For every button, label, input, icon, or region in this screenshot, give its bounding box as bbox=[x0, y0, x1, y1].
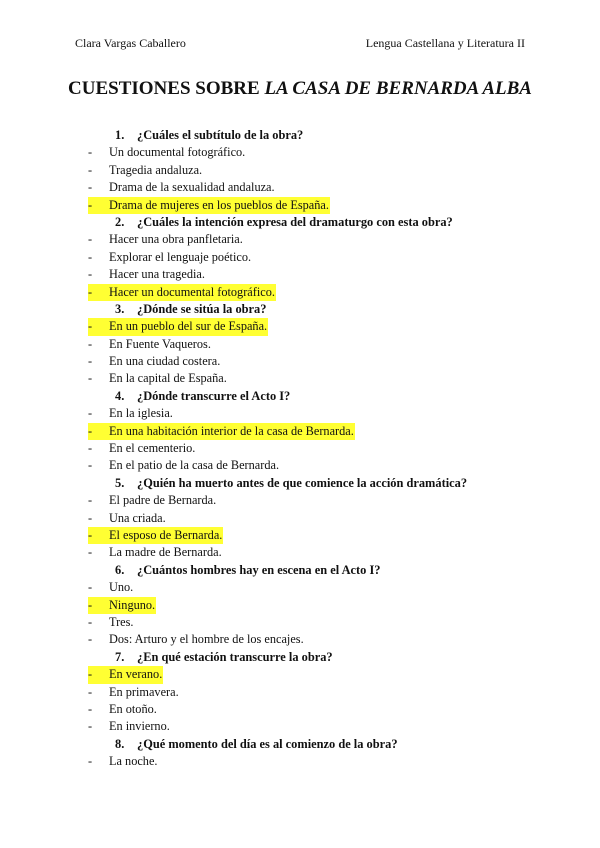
question-8 bbox=[115, 736, 540, 753]
bullet-dash: - bbox=[88, 232, 93, 247]
option-text: Dos: Arturo y el hombre de los encajes. bbox=[109, 632, 304, 647]
answer-option bbox=[88, 753, 540, 770]
bullet-dash: - bbox=[88, 580, 93, 595]
question-number: 2. bbox=[115, 214, 125, 229]
option-text: El padre de Bernarda. bbox=[109, 493, 217, 508]
option-text: Drama de mujeres en los pueblos de España. bbox=[109, 197, 330, 214]
question-text: ¿Dónde transcurre el Acto I? bbox=[137, 388, 291, 403]
bullet-dash: - bbox=[88, 632, 93, 647]
question-text: ¿Dónde se sitúa la obra? bbox=[137, 301, 267, 316]
answer-option bbox=[88, 701, 540, 718]
answer-option bbox=[88, 370, 540, 387]
option-text: En Fuente Vaqueros. bbox=[109, 336, 211, 351]
option-text: Drama de la sexualidad andaluza. bbox=[109, 180, 275, 195]
bullet-dash: - bbox=[88, 318, 109, 335]
bullet-dash: - bbox=[88, 684, 93, 699]
bullet-dash: - bbox=[88, 545, 93, 560]
answer-option bbox=[88, 492, 540, 509]
answer-option-highlighted bbox=[88, 318, 540, 335]
answer-option-highlighted bbox=[88, 527, 540, 544]
question-3 bbox=[115, 301, 540, 318]
question-text: ¿Quién ha muerto antes de que comience la acción dramática? bbox=[137, 475, 468, 490]
question-number: 8. bbox=[115, 736, 125, 751]
question-text: ¿Cuáles la intención expresa del dramaturgo con esta obra? bbox=[137, 214, 453, 229]
option-text: En el patio de la casa de Bernarda. bbox=[109, 458, 280, 473]
bullet-dash: - bbox=[88, 441, 93, 456]
option-text: Hacer una tragedia. bbox=[109, 267, 205, 282]
question-text: ¿En qué estación transcurre la obra? bbox=[137, 649, 333, 664]
page-header bbox=[75, 36, 525, 51]
author-name: Clara Vargas Caballero bbox=[75, 36, 186, 50]
bullet-dash: - bbox=[88, 336, 93, 351]
bullet-dash: - bbox=[88, 267, 93, 282]
answer-option bbox=[88, 510, 540, 527]
bullet-dash: - bbox=[88, 754, 93, 769]
answer-option-highlighted bbox=[88, 284, 540, 301]
bullet-dash: - bbox=[88, 162, 93, 177]
bullet-dash: - bbox=[88, 510, 93, 525]
option-text: En una ciudad costera. bbox=[109, 354, 221, 369]
option-text: Tres. bbox=[109, 614, 134, 629]
answer-option bbox=[88, 353, 540, 370]
bullet-dash: - bbox=[88, 423, 109, 440]
answer-option bbox=[88, 684, 540, 701]
question-number: 7. bbox=[115, 649, 125, 664]
option-text: Ninguno. bbox=[109, 597, 156, 614]
option-text: En un pueblo del sur de España. bbox=[109, 318, 268, 335]
bullet-dash: - bbox=[88, 458, 93, 473]
question-number: 1. bbox=[115, 128, 125, 142]
question-text: ¿Cuáles el subtítulo de la obra? bbox=[137, 128, 304, 142]
answer-option bbox=[88, 179, 540, 196]
answer-option bbox=[88, 231, 540, 248]
answer-option bbox=[88, 440, 540, 457]
option-text: Una criada. bbox=[109, 510, 166, 525]
bullet-dash: - bbox=[88, 406, 93, 421]
bullet-dash: - bbox=[88, 666, 109, 683]
question-number: 3. bbox=[115, 301, 125, 316]
answer-option bbox=[88, 336, 540, 353]
bullet-dash: - bbox=[88, 354, 93, 369]
option-text: El esposo de Bernarda. bbox=[109, 527, 223, 544]
answer-option bbox=[88, 579, 540, 596]
title-italic: LA CASA DE BERNARDA ALBA bbox=[264, 78, 532, 99]
course-name: Lengua Castellana y Literatura II bbox=[365, 36, 525, 50]
question-6 bbox=[115, 562, 540, 579]
bullet-dash: - bbox=[88, 249, 93, 264]
question-1 bbox=[115, 127, 540, 144]
answer-option bbox=[88, 718, 540, 735]
option-text: En el cementerio. bbox=[109, 441, 196, 456]
answer-option bbox=[88, 405, 540, 422]
answer-option bbox=[88, 614, 540, 631]
bullet-dash: - bbox=[88, 719, 93, 734]
question-number: 5. bbox=[115, 475, 125, 490]
option-text: En otoño. bbox=[109, 701, 157, 716]
answer-option-highlighted bbox=[88, 666, 540, 683]
answer-option bbox=[88, 266, 540, 283]
question-number: 4. bbox=[115, 388, 125, 403]
option-text: Uno. bbox=[109, 580, 134, 595]
bullet-dash: - bbox=[88, 493, 93, 508]
bullet-dash: - bbox=[88, 180, 93, 195]
title-normal: CUESTIONES SOBRE bbox=[68, 78, 265, 99]
option-text: En verano. bbox=[109, 666, 163, 683]
option-text: Tragedia andaluza. bbox=[109, 162, 203, 177]
answer-option-highlighted bbox=[88, 597, 540, 614]
bullet-dash: - bbox=[88, 145, 93, 160]
answer-option-highlighted bbox=[88, 423, 540, 440]
option-text: Hacer un documental fotográfico. bbox=[109, 284, 276, 301]
bullet-dash: - bbox=[88, 527, 109, 544]
answer-option bbox=[88, 249, 540, 266]
option-text: En invierno. bbox=[109, 719, 170, 734]
option-text: Un documental fotográfico. bbox=[109, 145, 246, 160]
option-text: La noche. bbox=[109, 754, 158, 769]
option-text: En primavera. bbox=[109, 684, 179, 699]
bullet-dash: - bbox=[88, 597, 109, 614]
option-text: En la capital de España. bbox=[109, 371, 227, 386]
bullet-dash: - bbox=[88, 701, 93, 716]
bullet-dash: - bbox=[88, 371, 93, 386]
option-text: La madre de Bernarda. bbox=[109, 545, 222, 560]
answer-option-highlighted bbox=[88, 197, 540, 214]
page-title bbox=[60, 76, 540, 102]
bullet-dash: - bbox=[88, 614, 93, 629]
question-text: ¿Qué momento del día es al comienzo de la obra? bbox=[137, 736, 398, 751]
question-2 bbox=[115, 214, 540, 231]
question-4 bbox=[115, 388, 540, 405]
question-number: 6. bbox=[115, 562, 125, 577]
question-text: ¿Cuántos hombres hay en escena en el Acto I? bbox=[137, 562, 381, 577]
answer-option bbox=[88, 631, 540, 648]
answer-option bbox=[88, 144, 540, 161]
option-text: En una habitación interior de la casa de Bernarda. bbox=[109, 423, 355, 440]
answer-option bbox=[88, 162, 540, 179]
question-list bbox=[88, 127, 540, 770]
option-text: Explorar el lenguaje poético. bbox=[109, 249, 252, 264]
option-text: En la iglesia. bbox=[109, 406, 173, 421]
answer-option bbox=[88, 544, 540, 561]
bullet-dash: - bbox=[88, 284, 109, 301]
question-5 bbox=[115, 475, 540, 492]
bullet-dash: - bbox=[88, 197, 109, 214]
answer-option bbox=[88, 457, 540, 474]
question-7 bbox=[115, 649, 540, 666]
option-text: Hacer una obra panfletaria. bbox=[109, 232, 243, 247]
